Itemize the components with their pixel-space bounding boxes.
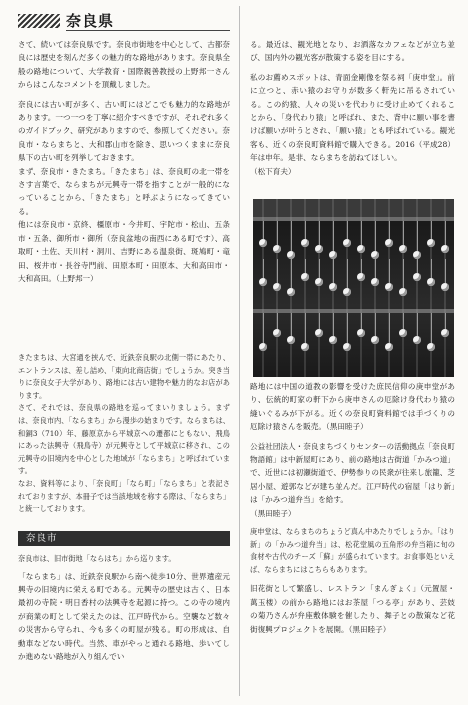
saru-charm — [287, 251, 295, 259]
saru-charm — [427, 343, 435, 351]
saru-charm — [385, 283, 393, 291]
saru-charm — [259, 239, 267, 247]
prefecture-header — [18, 10, 230, 32]
charm-string — [277, 221, 278, 245]
saru-charm — [273, 245, 281, 253]
saru-charm — [301, 343, 309, 351]
charm-string — [347, 221, 348, 239]
saru-charm — [371, 278, 379, 286]
kagai-paragraph: 旧花街として繁盛し、レストラン「まんぎょく」（元置屋・萬玉楼）の前から路地にはお茶屋「つる亭」があり、芸妓の菊乃さんが弁座敷体験を催したり、舞子との散策など花街復興プロジェクトを展開。（黒田睦子） — [250, 584, 455, 634]
saru-charm — [273, 283, 281, 291]
saru-charm — [329, 251, 337, 259]
prefecture-title: 奈良県 — [66, 12, 115, 30]
saru-charm — [273, 329, 281, 337]
monogatarikan-author: （黒田睦子） — [250, 508, 296, 518]
charm-string — [319, 221, 320, 245]
charm-string — [305, 259, 306, 273]
photo-beam-lower — [253, 309, 454, 313]
charm-string — [291, 221, 292, 251]
header-rule — [66, 30, 230, 31]
saru-charm — [427, 239, 435, 247]
monogatarikan-paragraph: 公益社団法人・奈良まちづくりセンターの活動拠点「奈良町物語館」は中新屋町にあり、前の路地は古街道「かみつ道」で、近世には初瀬街道で、伊勢参りの民衆が往来し旅籠、芝居小屋、遊郭などが建ち並んだ。江戸時代の宿屋「はり新」は「かみつ道弁当」を給す。 — [250, 441, 455, 505]
koshindo-author: （松下育夫） — [250, 166, 296, 176]
charm-string — [263, 221, 264, 239]
saru-charm — [315, 329, 323, 337]
saru-charm — [343, 239, 351, 247]
charm-string — [389, 313, 390, 343]
saru-charm — [343, 288, 351, 296]
charm-string — [389, 221, 390, 239]
charm-string — [417, 313, 418, 336]
charm-string — [291, 259, 292, 288]
photo-beam-upper — [253, 217, 454, 221]
saru-charm — [315, 278, 323, 286]
left-notes — [18, 352, 230, 516]
charm-string — [333, 259, 334, 283]
saru-charm — [385, 343, 393, 351]
charm-string — [277, 313, 278, 329]
note-harishin: 庚申堂は、ならまちのちょうど真ん中あたりでしょうか。「はり新」の「かみつ道弁当」は、松花堂風の五角形の弁当箱に旬の食材や古代のチーズ「蘇」が盛られています。お食事処といえば、ならまちにはこちらもあります。 — [250, 527, 455, 574]
koshindo-photo — [253, 199, 454, 377]
ueno-paragraph-3: 他には奈良市・京終、橿原市・今井町、宇陀市・松山、五条市・五条、御所市・御所（奈良盆地の南西にある町です）、高取町・土佐、天川村・洞川、吉野にある温泉街、斑鳩町・竜田、桜井市・長谷寺門前、田原本町・田原本、大和高田市・大和高田。（上野邦一） — [18, 220, 230, 283]
city-intro: 奈良市は、旧市街地「ならはち」から巡ります。 — [18, 554, 176, 563]
saru-charm — [329, 283, 337, 291]
saru-charm — [357, 273, 365, 281]
right-body-top — [250, 38, 455, 178]
saru-charm — [385, 239, 393, 247]
ueno-paragraph-2: まず、奈良市・きたまち。「きたまち」は、奈良町の北一帯をさす言葉で、ならまちが元興寺一帯を指すことが一般的になっていることから、「きたまち」と呼ぶようになってきている。 — [18, 166, 230, 216]
charm-string — [445, 221, 446, 245]
saru-charm — [399, 329, 407, 337]
saru-charm — [301, 239, 309, 247]
charm-string — [263, 259, 264, 278]
saru-charm — [259, 278, 267, 286]
koshindo-paragraph: 私のお薦めスポットは、青面金剛像を祭る祠「庚申堂」。前に立つと、赤い猿のお守りが数多く軒先に吊るされている。この約猿、人々の災いを代わりに受け止めてくれることから、「身代わり猿」と呼ばれ、また、背中に願い事を書けば願いが叶うとされ、「願い猿」とも呼ばれている。観光客も、近くの奈良町資料館で購入できる。2016（平成28）年は申年。是非、ならまちを訪ねてほしい。 — [250, 72, 455, 163]
saru-charm — [399, 288, 407, 296]
saru-charm — [399, 245, 407, 253]
saru-charm — [287, 288, 295, 296]
charm-string — [319, 259, 320, 278]
note-kitamachi: きたまちは、大宮通を挟んで、近鉄奈良駅の北側一帯にあたり、エントランスは、差し詰め、「東向北商店街」でしょうか。突き当りに奈良女子大学があり、路地には古い建物や魅力的なお店があります。 — [18, 353, 230, 400]
charm-string — [361, 259, 362, 273]
charm-string — [361, 221, 362, 245]
saru-charm — [413, 251, 421, 259]
charm-string — [375, 259, 376, 278]
saru-charm — [315, 245, 323, 253]
charm-string — [333, 313, 334, 336]
charm-string — [277, 259, 278, 283]
saru-charm — [427, 278, 435, 286]
charm-string — [347, 259, 348, 288]
charm-string — [361, 313, 362, 329]
charm-string — [375, 313, 376, 336]
note-naramachi-history: さて、それでは、奈良県の路地を巡ってまいりましょう。まずは、奈良市内、「ならまち」から漫歩の始まりです。ならまちは、和銅3（710）年、藤原京から平城京への遷都にともない、飛鳥にあった法興寺（飛鳥寺）が元興寺として平城京に移され、この元興寺の旧境内を中心とした地域が「ならまち」と呼ばれています。 — [18, 403, 230, 476]
charm-string — [291, 313, 292, 336]
charm-string — [319, 313, 320, 329]
photo-caption: 路地には中国の道教の影響を受けた庶民信仰の庚申堂があり、伝統的町家の軒下から庚申さんの厄除け身代わり猿の縫いぐるみが下がる。近くの奈良町資料館では手づくりの厄除け猿さんを販売。（黒田睦子） — [250, 382, 455, 432]
naramachi-paragraph: 「ならまち」は、近鉄奈良駅から南へ徒歩10分、世界遺産元興寺の旧境内に栄える町である。元興寺の歴史は古く、日本最初の寺院・明日香村の法興寺を起源に持つ。この寺の境内が商業の町として栄えたのは、江戸時代から。空襲など数々の災害から守られ、今も多くの町屋が残る。町の形成は、自動車などない時代。当然、車がやっと通れる路地、歩いてしか進めない路地が入り組んでい — [18, 571, 230, 662]
charm-string — [333, 221, 334, 251]
saru-charm — [259, 343, 267, 351]
charm-string — [445, 313, 446, 329]
saru-charm — [329, 336, 337, 344]
saru-charm — [441, 283, 449, 291]
charm-string — [431, 221, 432, 239]
saru-charm — [357, 329, 365, 337]
saru-charm — [343, 343, 351, 351]
charm-string — [263, 313, 264, 343]
column-divider — [239, 6, 240, 696]
charm-string — [417, 259, 418, 273]
header-stripe-decoration — [18, 14, 60, 28]
charm-string — [375, 221, 376, 251]
charm-string — [305, 221, 306, 239]
note-naming: なお、資料等により、「奈良町」「なら町」「ならまち」と表記されておりますが、本冊子では当該地域を称する際は、「ならまち」と統一しております。 — [18, 478, 231, 514]
city-heading-nara: 奈良市 — [18, 531, 230, 546]
intro-paragraph: さて、続いては奈良県です。奈良市街地を中心として、古都奈良には歴史を刻んだ多くの魅力的な路地があります。奈良県全般の路地について、大学教育・国際親善教授の上野邦一さんからはこんなコメントを頂戴しました。 — [18, 40, 231, 90]
ueno-paragraph-1: 奈良には古い町が多く、古い町にはどこでも魅力的な路地があります。一つ一つを丁寧に紹介すべきですが、それぞれ多くのガイドブック、研究がありますので、参照してください。奈良市・ならまちと、大和郡山市を除き、思いつくままに奈良県下の古い町を列挙しておきます。 — [18, 99, 230, 163]
charm-string — [445, 259, 446, 283]
charm-string — [305, 313, 306, 343]
saru-charm — [441, 329, 449, 337]
charm-string — [417, 221, 418, 251]
charm-string — [431, 313, 432, 343]
saru-charm — [371, 336, 379, 344]
charm-string — [431, 259, 432, 278]
saru-charm — [301, 273, 309, 281]
photo-eave — [253, 199, 454, 217]
charm-string — [403, 313, 404, 329]
left-body-top — [18, 38, 230, 285]
saru-charm — [287, 336, 295, 344]
charm-string — [389, 259, 390, 283]
charm-string — [347, 313, 348, 343]
charm-string — [403, 259, 404, 288]
saru-charm — [441, 245, 449, 253]
saru-charm — [371, 251, 379, 259]
saru-charm — [413, 273, 421, 281]
naramachi-paragraph-cont: る。最近は、観光地となり、お洒落なカフェなどが立ち並び、国内外の観光客が散策する姿を目にする。 — [250, 40, 455, 63]
charm-string — [403, 221, 404, 245]
saru-charm — [357, 245, 365, 253]
left-body-bottom — [18, 553, 230, 663]
saru-charm — [413, 336, 421, 344]
right-body-bottom — [250, 380, 455, 636]
